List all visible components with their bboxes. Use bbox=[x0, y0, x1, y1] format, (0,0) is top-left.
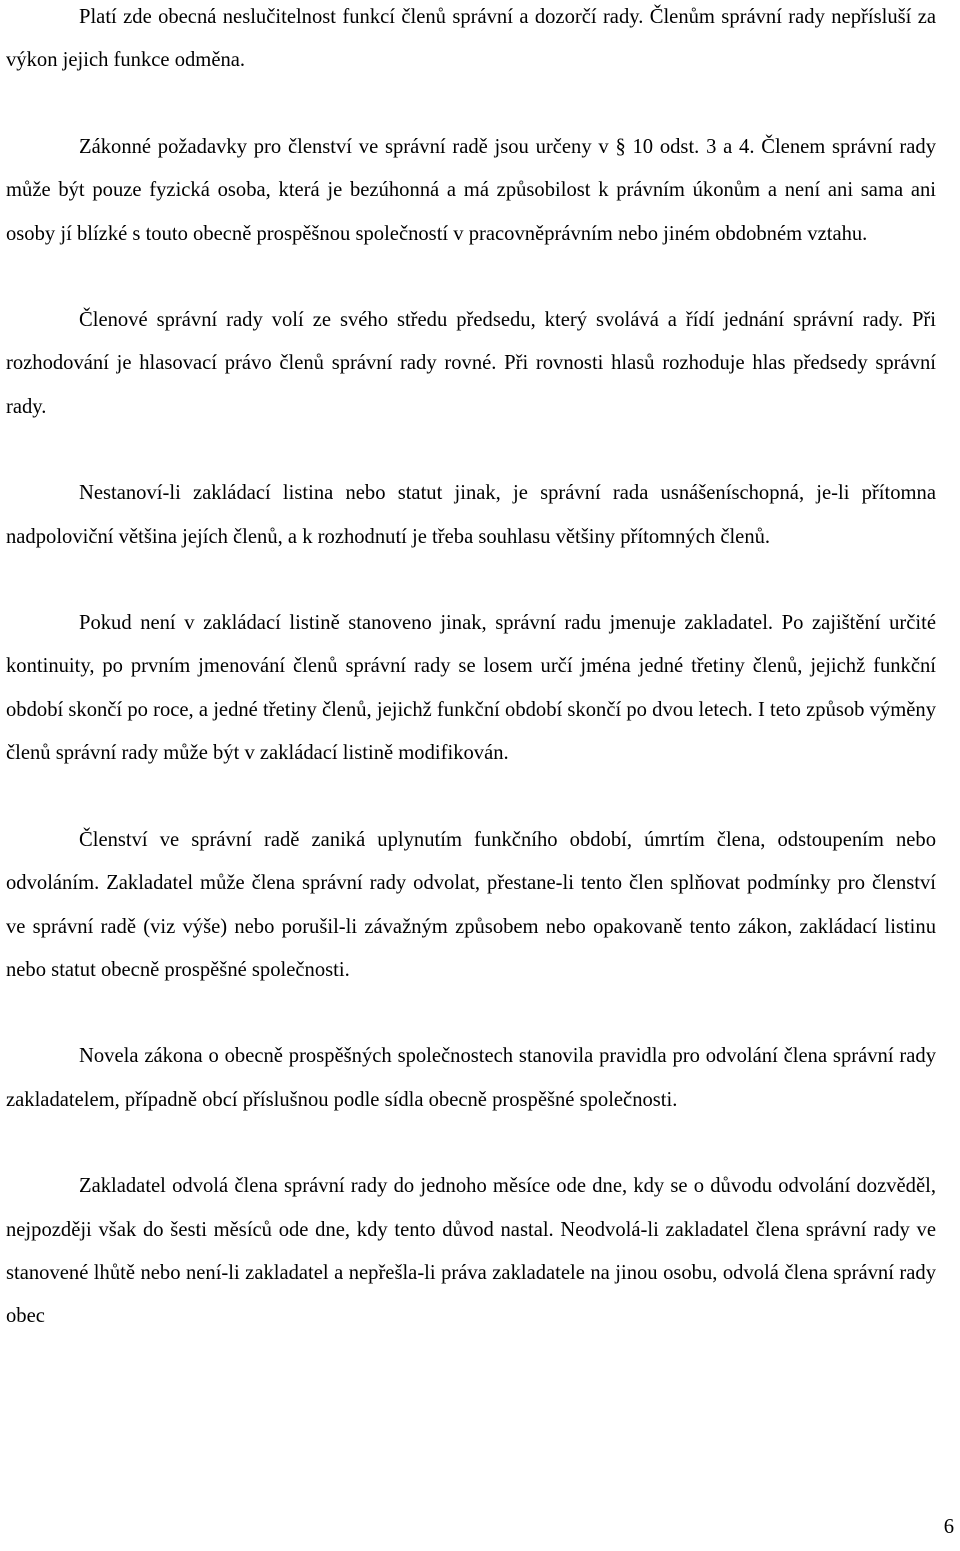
paragraph-8: Zakladatel odvolá člena správní rady do jednoho měsíce ode dne, kdy se o důvodu odvolání dozvěděl, nejpozději však do šesti měsíců ode dne, kdy tento důvod nastal. Neodvolá-li zakladatel člena správní rady ve stanovené lhůtě nebo není-li zakladatel a nepřešla-li práva zakladatele na jinou osobu, odvolá člena správní rady obec bbox=[6, 1175, 936, 1328]
paragraph-3: Členové správní rady volí ze svého středu předsedu, který svolává a řídí jednání správní rady. Při rozhodování je hlasovací právo členů správní rady rovné. Při rovnosti hlasů rozhoduje hlas předsedy správní rady. bbox=[6, 309, 936, 418]
paragraph-1: Platí zde obecná neslučitelnost funkcí členů správní a dozorčí rady. Členům správní rady nepřísluší za výkon jejich funkce odměna. bbox=[6, 6, 936, 72]
paragraph-gap bbox=[6, 776, 936, 819]
paragraph-7: Novela zákona o obecně prospěšných společnostech stanovila pravidla pro odvolání člena správní rady zakladatelem, případně obcí příslušnou podle sídla obecně prospěšné společnosti. bbox=[6, 1045, 936, 1111]
paragraph-gap bbox=[6, 256, 936, 299]
paragraph-gap bbox=[6, 559, 936, 602]
paragraph-2: Zákonné požadavky pro členství ve správní radě jsou určeny v § 10 odst. 3 a 4. Členem správní rady může být pouze fyzická osoba, která je bezúhonná a má způsobilost k právním úkonům a není ani sama ani osoby jí blízké s touto obecně prospěšnou společností v pracovněprávním nebo jiném obdobném vztahu. bbox=[6, 135, 936, 245]
page-number: 6 bbox=[943, 1516, 954, 1538]
paragraph-gap bbox=[6, 429, 936, 472]
paragraph-gap bbox=[6, 992, 936, 1035]
paragraph-gap bbox=[6, 1122, 936, 1165]
paragraph-4: Nestanoví-li zakládací listina nebo statut jinak, je správní rada usnášeníschopná, je-li přítomna nadpoloviční většina jejích členů, a k rozhodnutí je třeba souhlasu většiny přítomných členů. bbox=[6, 482, 936, 548]
paragraph-6: Členství ve správní radě zaniká uplynutím funkčního období, úmrtím člena, odstoupením nebo odvoláním. Zakladatel může člena správní rady odvolat, přestane-li tento člen splňovat podmínky pro členství ve správní radě (viz výše) nebo porušil-li závažným způsobem nebo opakovaně tento zákon, zakládací listinu nebo statut obecně prospěšné společnosti. bbox=[6, 828, 936, 981]
paragraph-5: Pokud není v zakládací listině stanoveno jinak, správní radu jmenuje zakladatel. Po zajištění určité kontinuity, po prvním jmenování členů správní rady se losem určí jména jedné třetiny členů, jejichž funkční období skončí po roce, a jedné třetiny členů, jejichž funkční období skončí po dvou letech. I teto způsob výměny členů správní rady může být v zakládací listině modifikován. bbox=[6, 612, 936, 765]
paragraph-gap bbox=[6, 83, 936, 126]
document-page bbox=[6, 0, 936, 1339]
